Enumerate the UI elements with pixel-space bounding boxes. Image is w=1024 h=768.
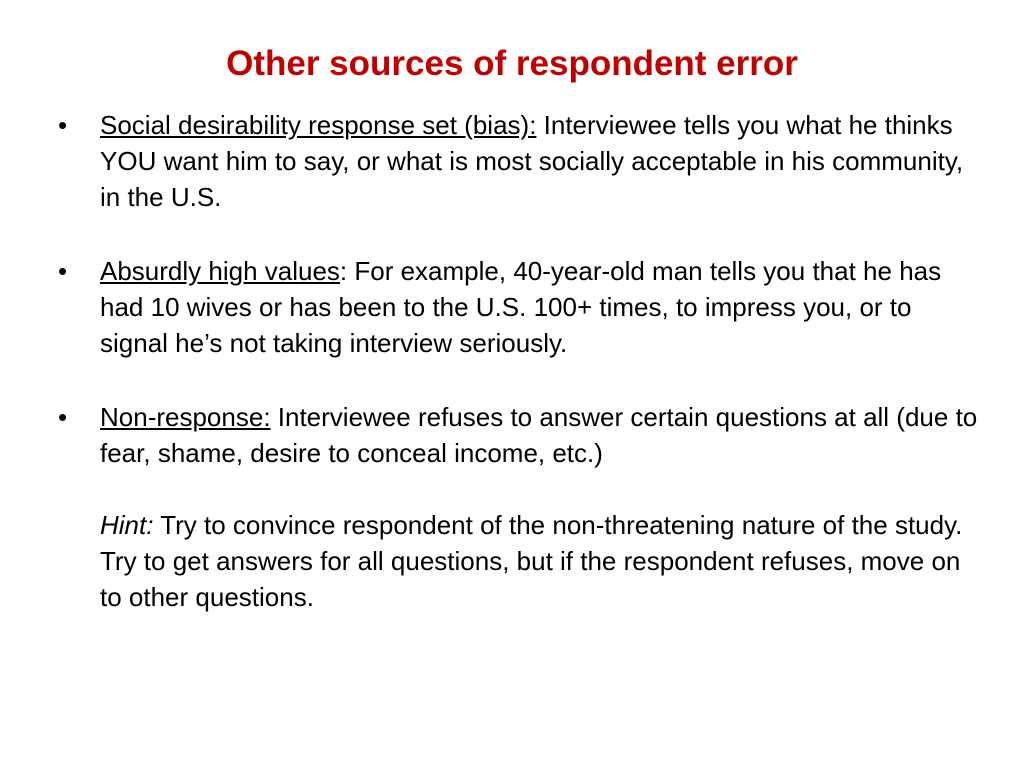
hint-block [100,507,978,615]
bullet-text: Interviewee refuses to answer certain questions at all (due to fear, shame, desire to conceal income, etc.) [100,402,978,468]
bullet-text: : For example, 40-year-old man tells you that he has had 10 wives or has been to the U.S. 100+ times, to impress you, or to signal he’s not taking interview seriously. [100,256,942,358]
bullet-social-desirability [58,107,978,215]
bullet-non-response [58,399,978,615]
hint-label: Hint: [100,510,154,540]
bullet-dot-icon: • [58,110,68,140]
bullet-dot-icon: • [58,402,68,432]
hint-text: Try to convince respondent of the non-threatening nature of the study. Try to get answers for all questions, but if the respondent refuses, move on to other questions. [100,510,963,612]
slide-title: Other sources of respondent error [226,44,798,83]
bullet-list [58,107,978,653]
bullet-term: Social desirability response set (bias): [100,110,537,140]
bullet-term: Absurdly high values [100,256,340,286]
bullet-text: Interviewee tells you what he thinks YOU want him to say, or what is most socially acceptable in his community, in the U.S. [100,110,964,212]
bullet-dot-icon: • [58,256,68,286]
bullet-term: Non-response: [100,402,271,432]
bullet-absurdly-high-values [58,253,978,361]
